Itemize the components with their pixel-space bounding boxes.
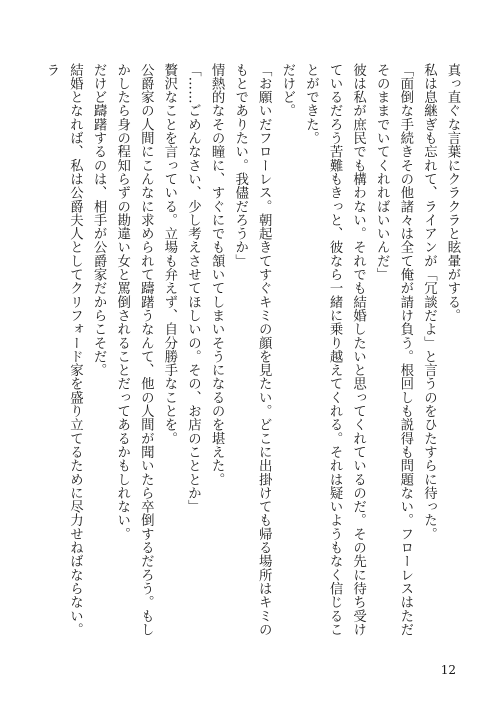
text-line: 「……ごめんなさい、少し考えさせてほしいの。その、お店のこととか」 (185, 63, 201, 514)
vertical-text-body (39, 63, 464, 643)
page-number: 12 (440, 663, 456, 677)
text-line: 公爵家の人間にこんなに求められて躊躇うなんて、他の人間が聞いたら卒倒するだろう。もしかしたら身の程知らずの勘違い女と罵倒されることだってあるかもしれない。 (114, 63, 154, 637)
text-line: だけど。 (279, 63, 295, 118)
text-line: 結婚となれば、私は公爵夫人としてクリフォード家を盛り立てるために尽力せねばならない。ラ (43, 63, 83, 637)
text-line: 彼は私が庶民でも構わない。それでも結婚したいと思ってくれているのだ。その先に待ち受けているだろう苦難もきっと、彼なら一緒に乗り越えてくれる。それは疑いようもなく信じることができた。 (303, 63, 366, 637)
text-line: 贅沢なことを言っている。立場も弁えず、自分勝手なことを。 (161, 63, 177, 446)
text-line: 情熱的なその瞳に、すぐにでも頷いてしまいそうになるのを堪えた。 (209, 63, 225, 487)
text-line: 「お願いだフローレス。朝起きてすぐキミの顔を見たい。どこに出掛けても帰る場所はキミのもとでありたい。我儘だろうか」 (232, 63, 272, 637)
text-line: だけど躊躇するのは、相手が公爵家だからこそだ。 (91, 63, 107, 377)
text-line: 私は息継ぎも忘れて、ライアンが「冗談だよ」と言うのをひたすらに待った。 (421, 63, 437, 541)
text-line: 「面倒な手続きその他諸々は全て俺が請け負う。根回しも説得も問題ない。フローレスはただそのままでいてくれればいいんだ」 (374, 63, 413, 637)
text-line: 真っ直ぐな言葉にクラクラと眩暈がする。 (445, 63, 460, 323)
